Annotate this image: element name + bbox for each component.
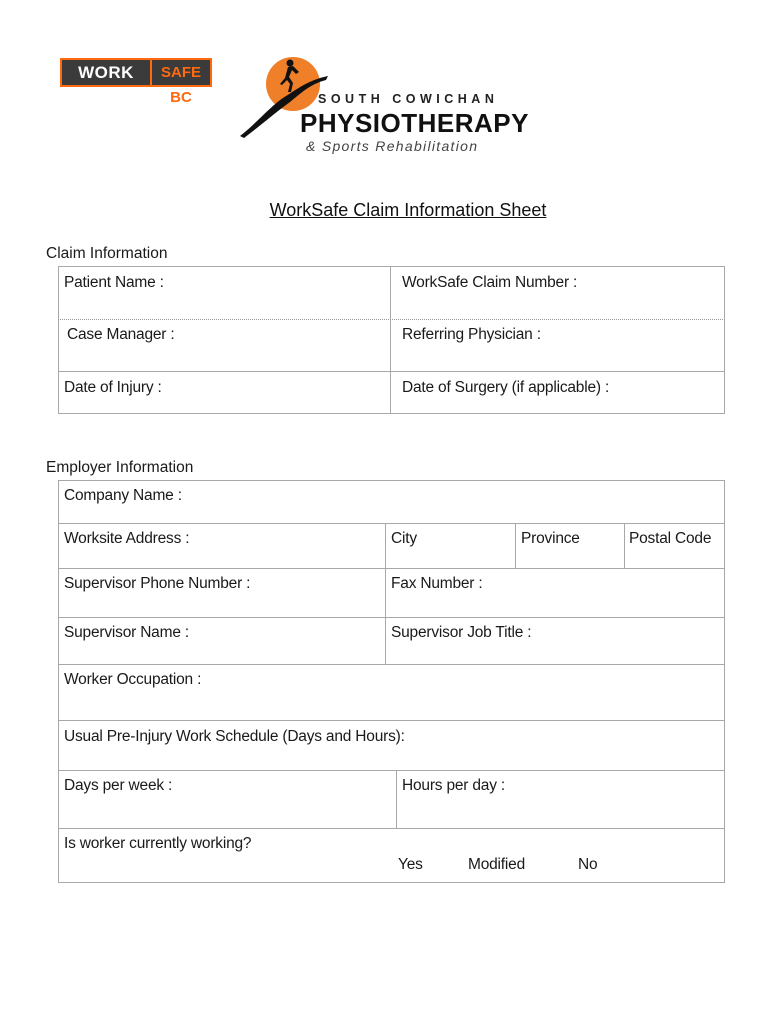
emp-sep-2 <box>58 568 725 569</box>
logo-line-south-cowichan: SOUTH COWICHAN <box>318 92 499 106</box>
fax-number-field[interactable]: Fax Number : <box>391 575 483 592</box>
claim-number-field[interactable]: WorkSafe Claim Number : <box>402 274 578 291</box>
emp-col-divider-3 <box>624 523 625 568</box>
date-of-surgery-field[interactable]: Date of Surgery (if applicable) : <box>402 379 610 396</box>
logo-line-sports-rehab: & Sports Rehabilitation <box>306 138 479 154</box>
supervisor-phone-field[interactable]: Supervisor Phone Number : <box>64 575 251 592</box>
currently-working-question: Is worker currently working? <box>64 835 252 852</box>
postal-code-field[interactable]: Postal Code <box>629 530 712 547</box>
claim-divider <box>390 266 391 414</box>
page-title: WorkSafe Claim Information Sheet <box>269 200 547 220</box>
emp-col-divider-2 <box>515 523 516 568</box>
emp-col-divider-4 <box>396 770 397 828</box>
days-per-week-field[interactable]: Days per week : <box>64 777 173 794</box>
hours-per-day-field[interactable]: Hours per day : <box>402 777 505 794</box>
claim-section-heading: Claim Information <box>46 245 168 262</box>
option-modified[interactable]: Modified <box>468 856 525 873</box>
emp-sep-4 <box>58 664 725 665</box>
company-name-field[interactable]: Company Name : <box>64 487 182 504</box>
option-yes[interactable]: Yes <box>398 856 423 873</box>
supervisor-title-field[interactable]: Supervisor Job Title : <box>391 624 532 641</box>
referring-physician-field[interactable]: Referring Physician : <box>402 326 541 343</box>
emp-sep-6 <box>58 770 725 771</box>
worksite-address-field[interactable]: Worksite Address : <box>64 530 190 547</box>
claim-row-sep-1 <box>58 319 725 320</box>
clinic-logo <box>238 54 538 154</box>
case-manager-field[interactable]: Case Manager : <box>67 326 175 343</box>
logo-worksafe-left: WORK <box>62 60 150 85</box>
claim-row-sep-2 <box>58 371 725 372</box>
emp-sep-5 <box>58 720 725 721</box>
worksafe-bc-logo <box>60 58 212 106</box>
work-schedule-field[interactable]: Usual Pre-Injury Work Schedule (Days and Hours): <box>64 728 405 745</box>
province-field[interactable]: Province <box>521 530 580 547</box>
logo-line-physiotherapy: PHYSIOTHERAPY <box>300 108 529 138</box>
emp-sep-3 <box>58 617 725 618</box>
worker-occupation-field[interactable]: Worker Occupation : <box>64 671 202 688</box>
emp-sep-7 <box>58 828 725 829</box>
logo-worksafe-right: SAFE BC <box>152 60 210 85</box>
patient-name-field[interactable]: Patient Name : <box>64 274 164 291</box>
emp-col-divider-1 <box>385 523 386 664</box>
option-no[interactable]: No <box>578 856 598 873</box>
city-field[interactable]: City <box>391 530 417 547</box>
date-of-injury-field[interactable]: Date of Injury : <box>64 379 162 396</box>
employer-section-heading: Employer Information <box>46 459 194 476</box>
supervisor-name-field[interactable]: Supervisor Name : <box>64 624 189 641</box>
